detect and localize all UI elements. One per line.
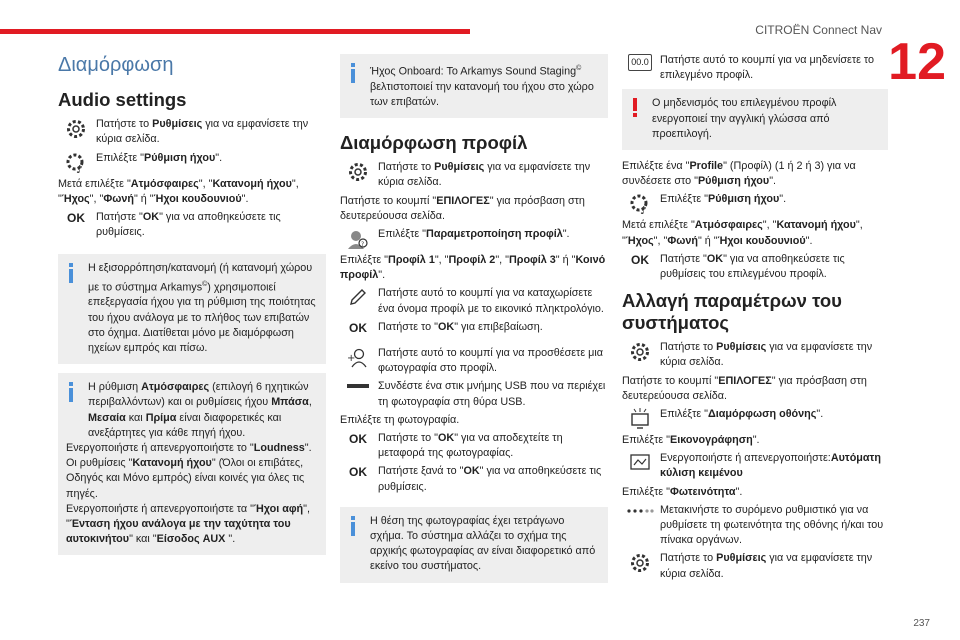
- step-display-config: Επιλέξτε "Διαμόρφωση οθόνης".: [622, 407, 888, 430]
- step-ok: OK Πατήστε "OK" για να αποθηκεύσετε τις ρυθμίσεις.: [67, 211, 281, 239]
- ok-icon: OK: [631, 252, 649, 267]
- step-ok: OK Πατήστε το "OK" για επιβεβαίωση.: [349, 320, 543, 335]
- paragraph: Επιλέξτε "Φωτεινότητα".: [622, 485, 743, 498]
- paragraph: Επιλέξτε ένα "Profile" (Προφίλ) (1 ή 2 ή 3) για να συνδέσετε στο "Ρύθμιση ήχου".: [622, 160, 856, 188]
- add-photo-icon: [340, 346, 376, 369]
- audio-settings-heading: Audio settings: [58, 89, 187, 111]
- step-ok: OK Πατήστε "OK" για να αποθηκεύσετε τις ρυθμίσεις του επιλεγμένου προφίλ.: [631, 252, 845, 281]
- step-audio-setting: ♪ Επιλέξτε "Ρύθμιση ήχου".: [622, 192, 888, 215]
- step-text: ".: [215, 151, 223, 164]
- autoscroll-icon: [622, 451, 658, 472]
- column-1: [58, 52, 326, 564]
- svg-text:♪: ♪: [76, 162, 84, 174]
- step-bold: Ρυθμίσεις: [152, 118, 203, 131]
- system-heading: Αλλαγή παραμέτρων του συστήματος: [622, 290, 842, 334]
- paragraph: Μετά επιλέξτε "Ατμόσφαιρες", "Κατανομή ήχου", "Ήχος", "Φωνή" ή "Ήχοι κουδουνιού".: [58, 177, 299, 205]
- info-box: Ήχος Onboard: To Arkamys Sound Staging© βελτιστοποιεί την κατανομή του ήχου στο χώρο των επιβατών.: [340, 54, 608, 118]
- section-title: Διαμόρφωση: [58, 54, 174, 76]
- step-brightness: Μετακινήστε το συρόμενο ρυθμιστικό για να ρυθμίσετε τη φωτεινότητα της οθόνης ή/και του πίνακα οργάνων.: [622, 503, 888, 549]
- svg-text:?: ?: [361, 241, 365, 249]
- gear-icon: [622, 340, 658, 363]
- step-profile-settings: ? Επιλέξτε "Παραμετροποίηση προφίλ".: [340, 227, 608, 250]
- info-box: Η θέση της φωτογραφίας έχει τετράγωνο σχήμα. Το σύστημα αλλάζει το σχήμα της αρχικής φωτογραφίας αν είναι διαφορετικό από εκείνο του συστήματος.: [340, 507, 608, 583]
- reset-button-icon: 00.0: [628, 54, 652, 71]
- profiles-heading: Διαμόρφωση προφίλ: [340, 132, 528, 154]
- page-number: 237: [913, 618, 930, 629]
- step-settings: Πατήστε το Ρυθμίσεις για να εμφανίσετε την κύρια σελίδα.: [622, 551, 888, 581]
- info-icon: [67, 263, 75, 283]
- ok-icon: OK: [349, 432, 367, 447]
- step-settings: Πατήστε το Ρυθμίσεις για να εμφανίσετε την κύρια σελίδα.: [622, 340, 888, 370]
- ok-icon: OK: [67, 211, 85, 226]
- svg-text:+: +: [347, 353, 356, 365]
- running-header: CITROËN Connect Nav: [755, 23, 882, 37]
- step-text: Επιλέξτε ": [96, 151, 145, 164]
- gear-music-icon: [622, 192, 658, 215]
- info-icon: [67, 382, 75, 402]
- brightness-slider-icon: [622, 503, 658, 518]
- step-usb: Συνδέστε ένα στικ μνήμης USB που να περιέχει τη φωτογραφία στη θύρα USB.: [340, 379, 608, 409]
- step-ok: OK Πατήστε ξανά το "OK" για να αποθηκεύσετε τις ρυθμίσεις.: [349, 465, 602, 493]
- step-text: για να εμφανίσετε την κύρια σελίδα.: [96, 118, 309, 146]
- gear-icon: [622, 551, 658, 574]
- chapter-number: 12: [888, 33, 946, 91]
- pencil-icon: [340, 286, 376, 307]
- paragraph: Πατήστε το κουμπί "ΕΠΙΛΟΓΕΣ" για πρόσβαση στη δευτερεύουσα σελίδα.: [622, 374, 867, 402]
- warning-icon: [631, 98, 639, 118]
- gear-icon: [58, 117, 94, 140]
- column-2: [340, 52, 608, 592]
- ok-icon: OK: [349, 320, 367, 335]
- usb-icon: [340, 379, 376, 394]
- step-settings: [58, 117, 326, 147]
- step-edit-name: Πατήστε αυτό το κουμπί για να καταχωρίσετε ένα όνομα προφίλ με το εικονικό πληκτρολόγιο.: [340, 286, 608, 316]
- paragraph: Μετά επιλέξτε "Ατμόσφαιρες", "Κατανομή ήχου", "Ήχος", "Φωνή" ή "Ήχοι κουδουνιού".: [622, 219, 863, 247]
- step-bold: Ρύθμιση ήχου: [144, 151, 216, 164]
- gear-music-icon: [58, 151, 94, 174]
- info-box: Η ρύθμιση Ατμόσφαιρες (επιλογή 6 ηχητικών περιβαλλόντων) και οι ρυθμίσεις ήχου Μπάσα, Μεσαία και Πρίμα είναι διαφορετικές και ανεξάρτητες για κάθε πηγή ήχου. Ενεργοποιήστε ή απενεργοποιήστε το "Loudness". Οι ρυθμίσεις "Κατανομή ήχου" (Όλοι οι επιβάτες, Οδηγός και Μόνο εμπρός) είναι κοινές για όλες τις πηγές. Ενεργοποιήστε ή απενεργοποιήστε τα "Ήχοι αφή", "Ένταση ήχου ανάλογα με την ταχύτητα του αυτοκινήτου" και "Είσοδος AUX ".: [58, 373, 326, 555]
- gear-icon: [340, 160, 376, 183]
- step-settings: Πατήστε το Ρυθμίσεις για να εμφανίσετε την κύρια σελίδα.: [340, 160, 608, 190]
- header-accent-bar: [0, 29, 470, 34]
- step-audio-setting: [58, 151, 326, 174]
- display-icon: [622, 407, 658, 430]
- ok-icon: OK: [349, 465, 367, 480]
- paragraph: Επιλέξτε τη φωτογραφία.: [340, 413, 460, 426]
- info-box: Η εξισορρόπηση/κατανομή (ή κατανομή χώρου με το σύστημα Arkamys©) χρησιμοποιεί επεξεργασία ήχου για τη ρύθμιση της ποιότητας του ήχου ανάλογα με το πλήθος των επιβατών στο όχημα. Διατίθεται μόνο με διαμόρφωση ηχείων εμπρός και πίσω.: [58, 254, 326, 364]
- svg-text:♪: ♪: [640, 204, 648, 216]
- step-autoscroll: Ενεργοποιήστε ή απενεργοποιήστε:Αυτόματη κύλιση κειμένου: [622, 451, 888, 481]
- column-3: [622, 52, 888, 585]
- step-ok: OK Πατήστε το "OK" για να αποδεχτείτε τη μεταφορά της φωτογραφίας.: [349, 432, 563, 460]
- paragraph: Επιλέξτε "Εικονογράφηση".: [622, 434, 760, 447]
- step-add-photo: + Πατήστε αυτό το κουμπί για να προσθέσετε μια φωτογραφία στο προφίλ.: [340, 346, 608, 376]
- warning-box: Ο μηδενισμός του επιλεγμένου προφίλ ενεργοποιεί την αγγλική γλώσσα από προεπιλογή.: [622, 89, 888, 150]
- step-text: Πατήστε το: [96, 118, 153, 131]
- step-reset-profile: 00.0 Πατήστε αυτό το κουμπί για να μηδενίσετε το επιλεγμένο προφίλ.: [622, 53, 888, 83]
- paragraph: Επιλέξτε "Προφίλ 1", "Προφίλ 2", "Προφίλ 3" ή "Κοινό προφίλ".: [340, 254, 606, 282]
- info-icon: [349, 63, 357, 83]
- profile-settings-icon: [340, 227, 376, 250]
- paragraph: Πατήστε το κουμπί "ΕΠΙΛΟΓΕΣ" για πρόσβαση στη δευτερεύουσα σελίδα.: [340, 194, 585, 222]
- info-icon: [349, 516, 357, 536]
